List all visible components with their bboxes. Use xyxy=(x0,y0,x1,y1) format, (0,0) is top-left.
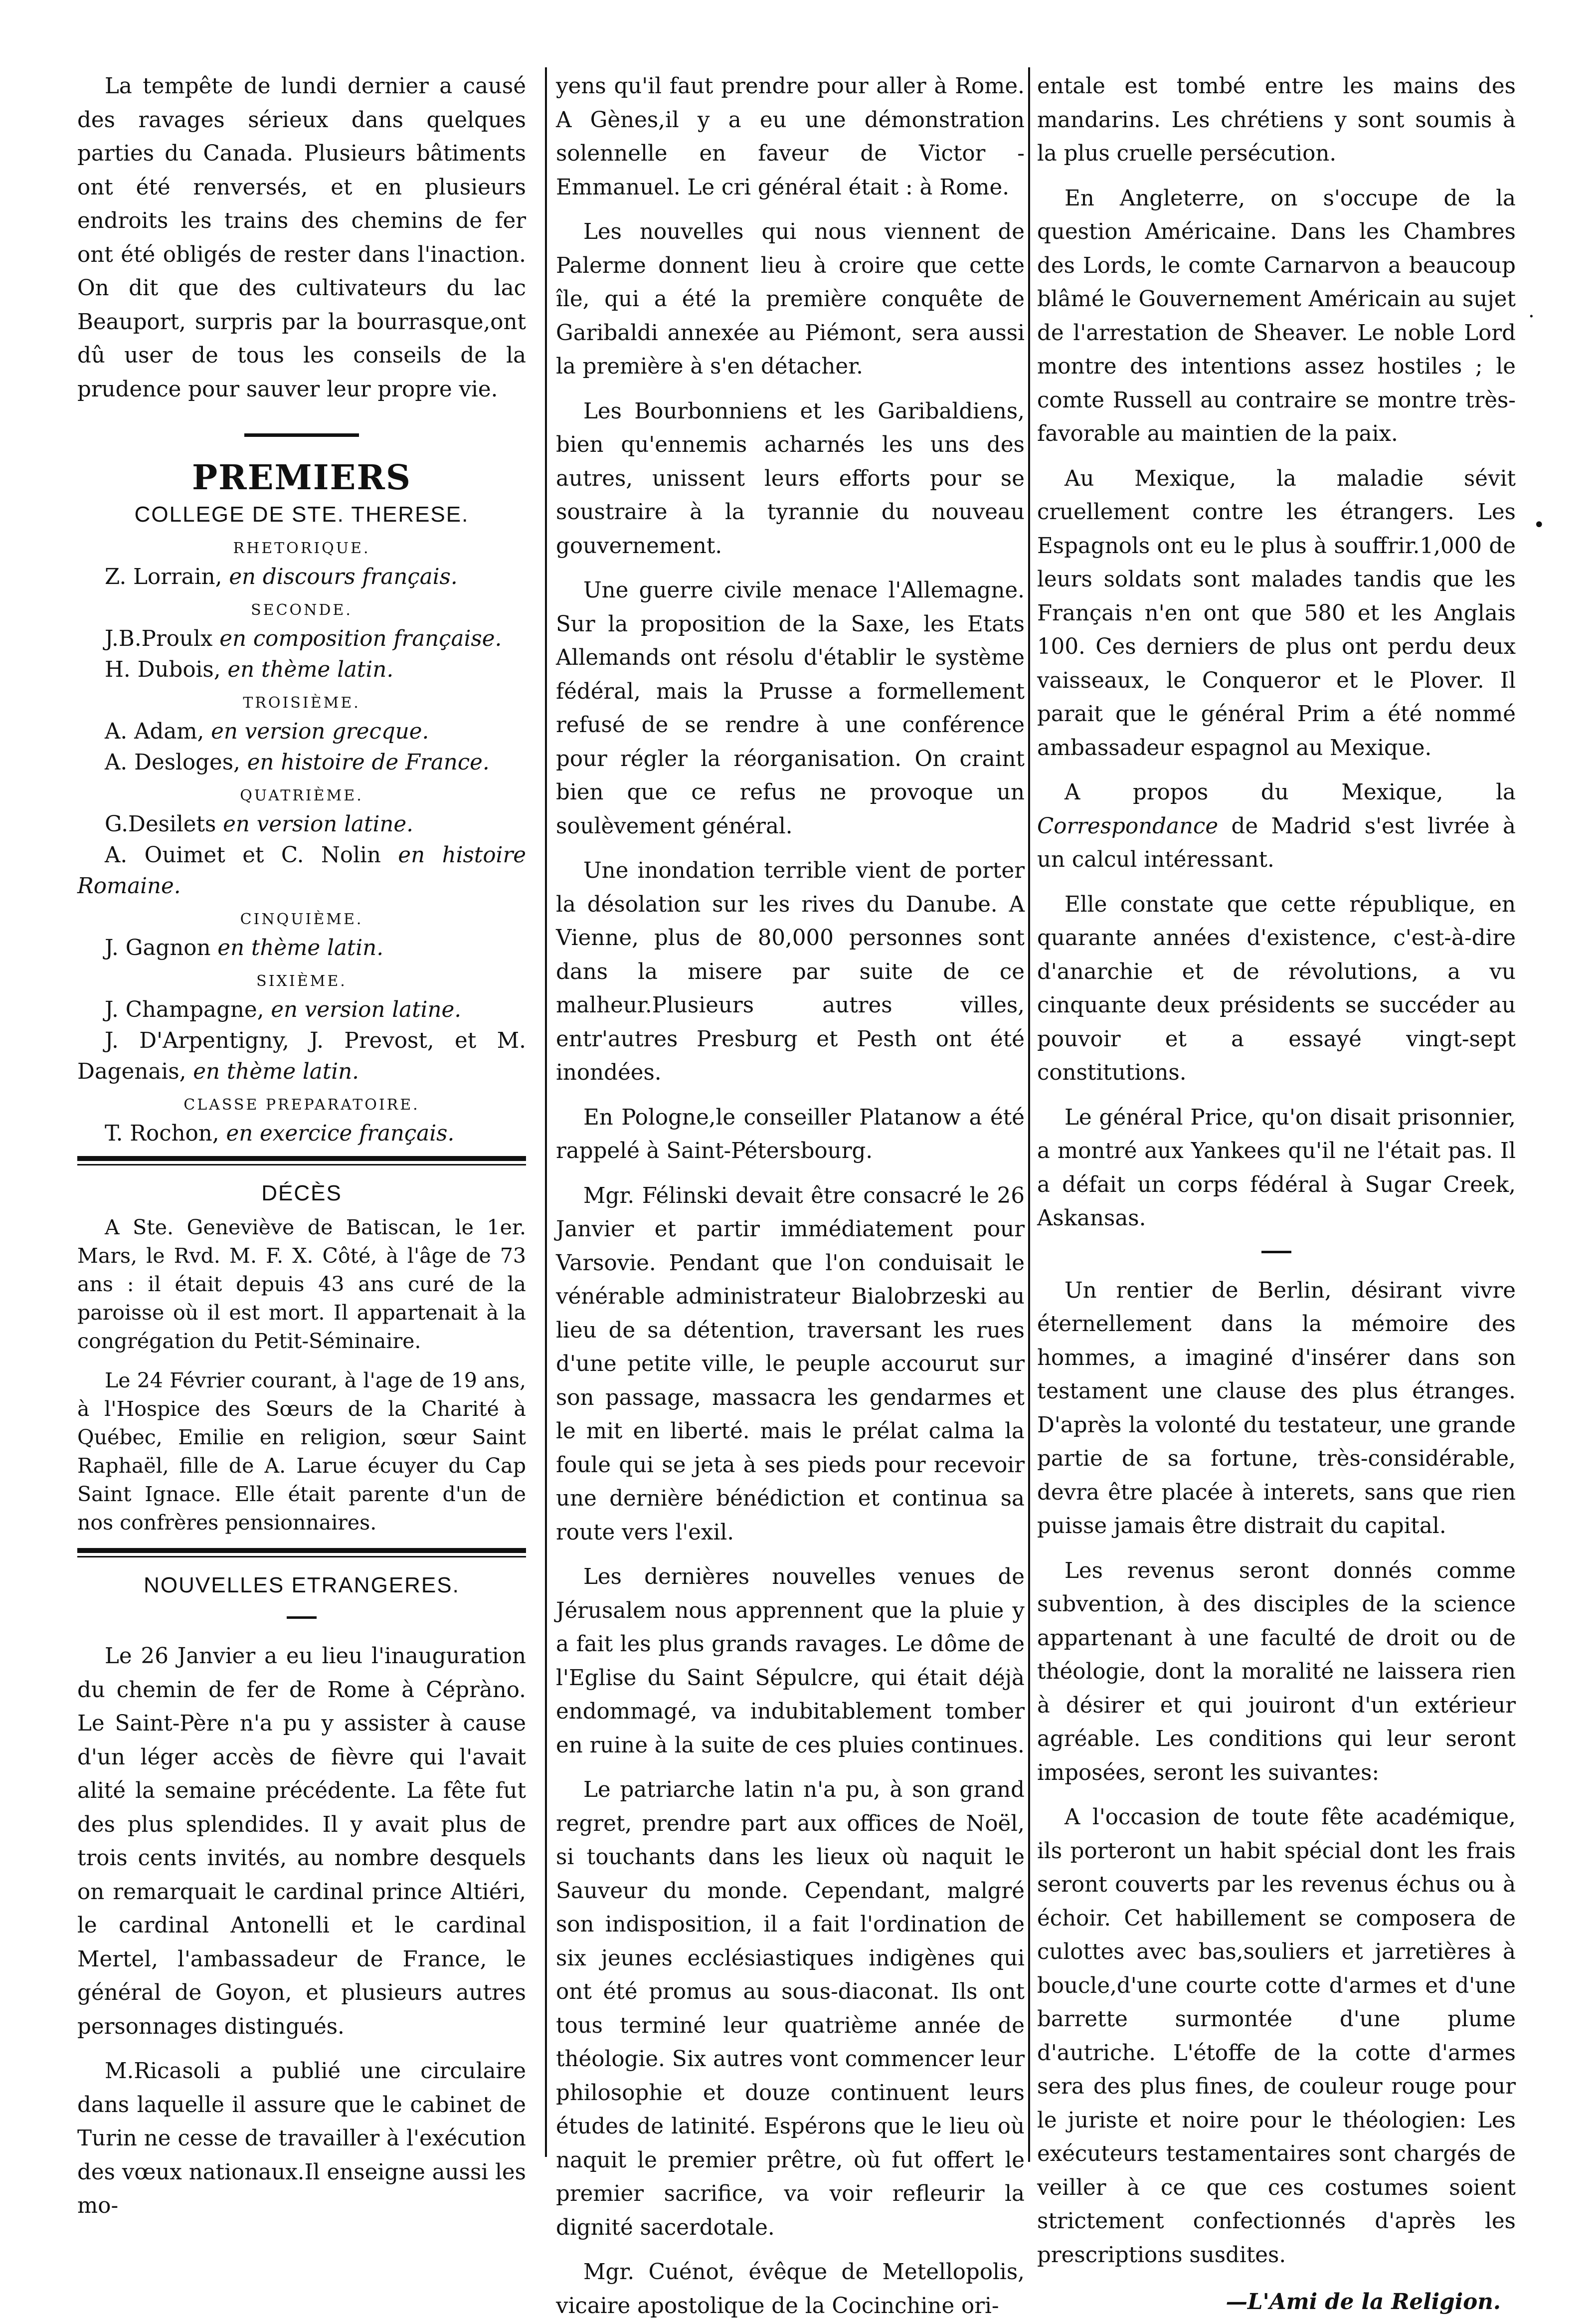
print-speck: . xyxy=(1528,299,1535,322)
prize-entry xyxy=(77,623,526,654)
section-divider xyxy=(77,1548,526,1553)
prize-subject: en thème latin. xyxy=(193,1059,359,1084)
article-republique: Elle constate que cette république, en quarante années d'existence, c'est-à-dire d'anarchie et de révolutions, a vu cinquante deux présidents se succéder au pouvoir et a essayé vingt-sept constitutions. xyxy=(1037,892,1516,1085)
prize-names: Z. Lorrain, xyxy=(105,565,222,589)
prize-names: A. Adam, xyxy=(105,719,204,744)
prize-subject: en version grecque. xyxy=(211,719,429,744)
prize-names: G.Desilets xyxy=(105,812,216,837)
prize-subject: en composition française. xyxy=(219,626,502,651)
column-2 xyxy=(556,70,1025,2319)
prize-subject: en histoire Romaine. xyxy=(77,843,526,899)
column-1 xyxy=(77,70,526,2218)
article-felinski: Mgr. Félinski devait être consacré le 26 Janvier et partir immédiatement pour Varsovie. Pendant que l'on conduisait le vénérable administrateur Bialobrzeski au lieu de sa détention, traversant les rues d'une petite ville, le peuple accourut sur son passage, massacra les gendarmes et le mit en liberté. mais le prélat calma la foule qui se jeta à ses pieds pour recevoir une dernière bénédiction et continua sa route vers l'exil. xyxy=(556,1183,1025,1545)
article-danube: Une inondation terrible vient de porter la désolation sur les rives du Danube. A Vienne, plus de 80,000 personnes sont dans la misere par suite de ce malheur.Plusieurs autres villes, entr'autres Presburg et Pesth ont été inondées. xyxy=(556,858,1025,1085)
article-bourbonniens: Les Bourbonniens et les Garibaldiens, bien qu'ennemis acharnés les uns des autres, unissent leurs efforts pour se soustraire à la tyrannie du nouveau gouvernement. xyxy=(556,398,1025,559)
class-heading: CINQUIÈME. xyxy=(240,911,363,928)
class-heading: SIXIÈME. xyxy=(256,972,347,990)
prize-names: J.B.Proulx xyxy=(105,626,213,651)
article-jerusalem: Les dernières nouvelles venues de Jérusalem nous apprennent que la pluie y a fait les plus grands ravages. Le dôme de l'Eglise du Saint Sépulcre, qui était déjà endommagé, va indubitablement tomber en ruine à la suite de ces pluies continues. xyxy=(556,1564,1025,1758)
nouvelles-heading: NOUVELLES ETRANGERES. xyxy=(144,1573,460,1597)
article-angleterre: En Angleterre, on s'occupe de la question Américaine. Dans les Chambres des Lords, le comte Carnarvon a beaucoup blâmé le Gouvernement Américain au sujet de l'arrestation de Sheaver. Le noble Lord montre des intentions assez hostiles ; le comte Russell au contraire se montre très-favorable au maintien de la paix. xyxy=(1037,186,1516,446)
class-heading: SECONDE. xyxy=(251,601,353,619)
prize-entry xyxy=(77,994,526,1025)
prize-entry xyxy=(77,562,526,592)
prize-names: H. Dubois, xyxy=(105,657,221,682)
source-signature: —L'Ami de la Religion. xyxy=(1226,2289,1501,2315)
article-palerme: Les nouvelles qui nous viennent de Palerme donnent lieu à croire que cette île, qui a été la première conquête de Garibaldi annexée au Piémont, sera aussi la première à s'en détacher. xyxy=(556,219,1025,379)
prize-names: J. D'Arpentigny, J. Prevost, et M. Dagenais, xyxy=(77,1028,526,1084)
class-heading: RHETORIQUE. xyxy=(233,540,370,557)
article-correspondance xyxy=(1037,776,1516,877)
article-allemagne: Une guerre civile menace l'Allemagne. Sur la proposition de la Saxe, les Etats Allemands ont résolu d'établir le système fédéral, mais la Prusse a formellement refusé de se rendre à une conférence pour régler la réorganisation. On craint bien que ce refus ne provoque un soulèvement général. xyxy=(556,578,1025,839)
article-cuenot: Mgr. Cuénot, évêque de Metellopolis, vicaire apostolique de la Cocinchine ori- xyxy=(556,2260,1025,2319)
prize-subject: en histoire de France. xyxy=(247,750,490,775)
prize-names: T. Rochon, xyxy=(105,1121,219,1146)
obituary: A Ste. Geneviève de Batiscan, le 1er. Mars, le Rvd. M. F. X. Côté, à l'âge de 73 ans : il était depuis 43 ans curé de la paroisse où il est mort. Il appartenait à la congrégation du Petit-Séminaire. xyxy=(77,1215,526,1353)
article-ricasoli: M.Ricasoli a publié une circulaire dans laquelle il assure que le cabinet de Turin ne cesse de travailler à l'exécution des vœux nationaux.Il enseigne aussi les mo- xyxy=(77,2059,526,2218)
column-divider xyxy=(545,67,547,2157)
prize-subject: en version latine. xyxy=(271,997,462,1022)
prize-subject: en thème latin. xyxy=(217,936,384,961)
class-heading: QUATRIÈME. xyxy=(240,787,363,804)
prize-entry xyxy=(77,809,526,840)
prize-list xyxy=(77,536,526,1149)
article-revenus: Les revenus seront donnés comme subvention, à des disciples de la science appartenant à une faculté de droit ou de théologie, dont la moralité ne laissera rien à désirer et qui jouiront d'un extérieur agréable. Les conditions qui leur seront imposées, seront les suivantes: xyxy=(1037,1558,1516,1785)
prize-entry xyxy=(77,747,526,778)
publication-name: Correspondance xyxy=(1037,813,1219,839)
prize-names: A. Ouimet et C. Nolin xyxy=(105,843,381,868)
prize-entry xyxy=(77,1118,526,1149)
article-pologne: En Pologne,le conseiller Platanow a été rappelé à Saint-Pétersbourg. xyxy=(556,1105,1025,1163)
prize-subject: en exercice français. xyxy=(226,1121,455,1146)
prize-names: A. Desloges, xyxy=(105,750,240,775)
column-divider xyxy=(1028,67,1030,2162)
premiers-heading: PREMIERS xyxy=(191,458,411,498)
column-3 xyxy=(1037,70,1516,2315)
article-patriarche: Le patriarche latin n'a pu, à son grand regret, prendre part aux offices de Noël, si touchants dans les lieux où naquit le Sauveur du monde. Cependant, malgré son indisposition, il a fait l'ordination de six jeunes ecclésiastiques indigènes qui ont été promus au sous-diaconat. Ils ont tous terminé leur quatrième année de théologie. Six autres vont commencer leur philosophie et douze continuent leurs études de latinité. Espérons que le lieu où naquit le premier prêtre, où fut offert le premier sacrifice, va voir refleurir la dignité sacerdotale. xyxy=(556,1777,1025,2240)
text-run: de Madrid s'est livrée à un calcul intéressant. xyxy=(1037,813,1516,872)
text-run: A propos du Mexique, la xyxy=(1064,780,1516,805)
prize-names: J. Champagne, xyxy=(105,997,264,1022)
obituary: Le 24 Février courant, à l'age de 19 ans, à l'Hospice des Sœurs de la Charité à Québec, Emilie en religion, sœur Saint Raphaël, fille de A. Larue écuyer du Cap Saint Ignace. Elle était parente d'un de nos confrères pensionnaires. xyxy=(77,1368,526,1535)
article-genes: yens qu'il faut prendre pour aller à Rome. A Gènes,il y a eu une démonstration solennelle en faveur de Victor - Emmanuel. Le cri général était : à Rome. xyxy=(556,74,1025,200)
dash-divider xyxy=(287,1616,317,1619)
prize-names: J. Gagnon xyxy=(105,936,211,961)
prize-entry xyxy=(77,1025,526,1087)
article-mexique: Au Mexique, la maladie sévit cruellement contre les étrangers. Les Espagnols ont eu le plus à souffrir.1,000 de leurs soldats sont malades tandis que les Français n'en ont que 580 et les Anglais 100. Ces derniers de plus ont perdu deux vaisseaux, le Conqueror et le Plover. Il parait que le général Prim a été nommé ambassadeur espagnol au Mexique. xyxy=(1037,466,1516,761)
section-divider xyxy=(244,433,359,437)
article-price: Le général Price, qu'on disait prisonnier, a montré aux Yankees qu'il ne l'était pas. Il a défait un corps fédéral à Sugar Creek, Askansas. xyxy=(1037,1105,1516,1231)
section-divider xyxy=(77,1556,526,1557)
dash-divider xyxy=(1261,1251,1291,1253)
prize-entry xyxy=(77,654,526,685)
print-speck: • xyxy=(1533,514,1545,537)
article-rome-railway: Le 26 Janvier a eu lieu l'inauguration du chemin de fer de Rome à Cépràno. Le Saint-Père n'a pu y assister à cause d'un léger accès de fièvre qui l'avait alité la semaine précédente. La fête fut des plus splendides. Il y avait plus de trois cents invités, au nombre desquels on remarquait le cardinal prince Altiéri, le cardinal Antonelli et le cardinal Mertel, l'ambassadeur de France, le général de Goyon, et plusieurs autres personnages distingués. xyxy=(77,1644,526,2039)
prize-subject: en version latine. xyxy=(223,812,413,837)
prize-entry xyxy=(77,933,526,964)
prize-subject: en thème latin. xyxy=(227,657,394,682)
class-heading: CLASSE PREPARATOIRE. xyxy=(183,1096,420,1114)
prize-entry xyxy=(77,840,526,902)
deces-heading: DÉCÈS xyxy=(261,1181,342,1205)
prize-entry xyxy=(77,716,526,747)
article-storm: La tempête de lundi dernier a causé des ravages sérieux dans quelques parties du Canada. Plusieurs bâtiments ont été renversés, et en plusieurs endroits les trains des chemins de fer ont été obligés de rester dans l'inaction. On dit que des cultivateurs du lac Beauport, surpris par la bourrasque,ont dû user de tous les conseils de la prudence pour sauver leur propre vie. xyxy=(77,74,526,402)
prize-subject: en discours français. xyxy=(229,565,458,589)
class-heading: TROISIÈME. xyxy=(243,694,360,712)
section-divider xyxy=(77,1156,526,1161)
college-heading: COLLEGE DE STE. THERESE. xyxy=(134,502,469,527)
section-divider xyxy=(77,1164,526,1165)
article-berlin: Un rentier de Berlin, désirant vivre éternellement dans la mémoire des hommes, a imaginé d'insérer dans son testament une clause des plus étranges. D'après la volonté du testateur, une grande partie de sa fortune, très-considérable, devra être placée à interets, sans que rien puisse jamais être distrait du capital. xyxy=(1037,1278,1516,1539)
article-fete: A l'occasion de toute fête académique, ils porteront un habit spécial dont les frais seront couverts par les revenus échus ou à échoir. Cet habillement se composera de culottes avec bas,souliers et jarretières à boucle,d'une courte cotte d'armes et d'une barrette surmontée d'une plume d'autriche. L'étoffe de la cotte d'armes sera des plus fines, de couleur rouge pour le juriste et noire pour le théologien: Les exécuteurs testamentaires sont chargés de veiller à ce que ces costumes soient strictement confectionnés d'après les prescriptions susdites. xyxy=(1037,1805,1516,2268)
article-mandarins: entale est tombé entre les mains des mandarins. Les chrétiens y sont soumis à la plus cruelle persécution. xyxy=(1037,74,1516,166)
